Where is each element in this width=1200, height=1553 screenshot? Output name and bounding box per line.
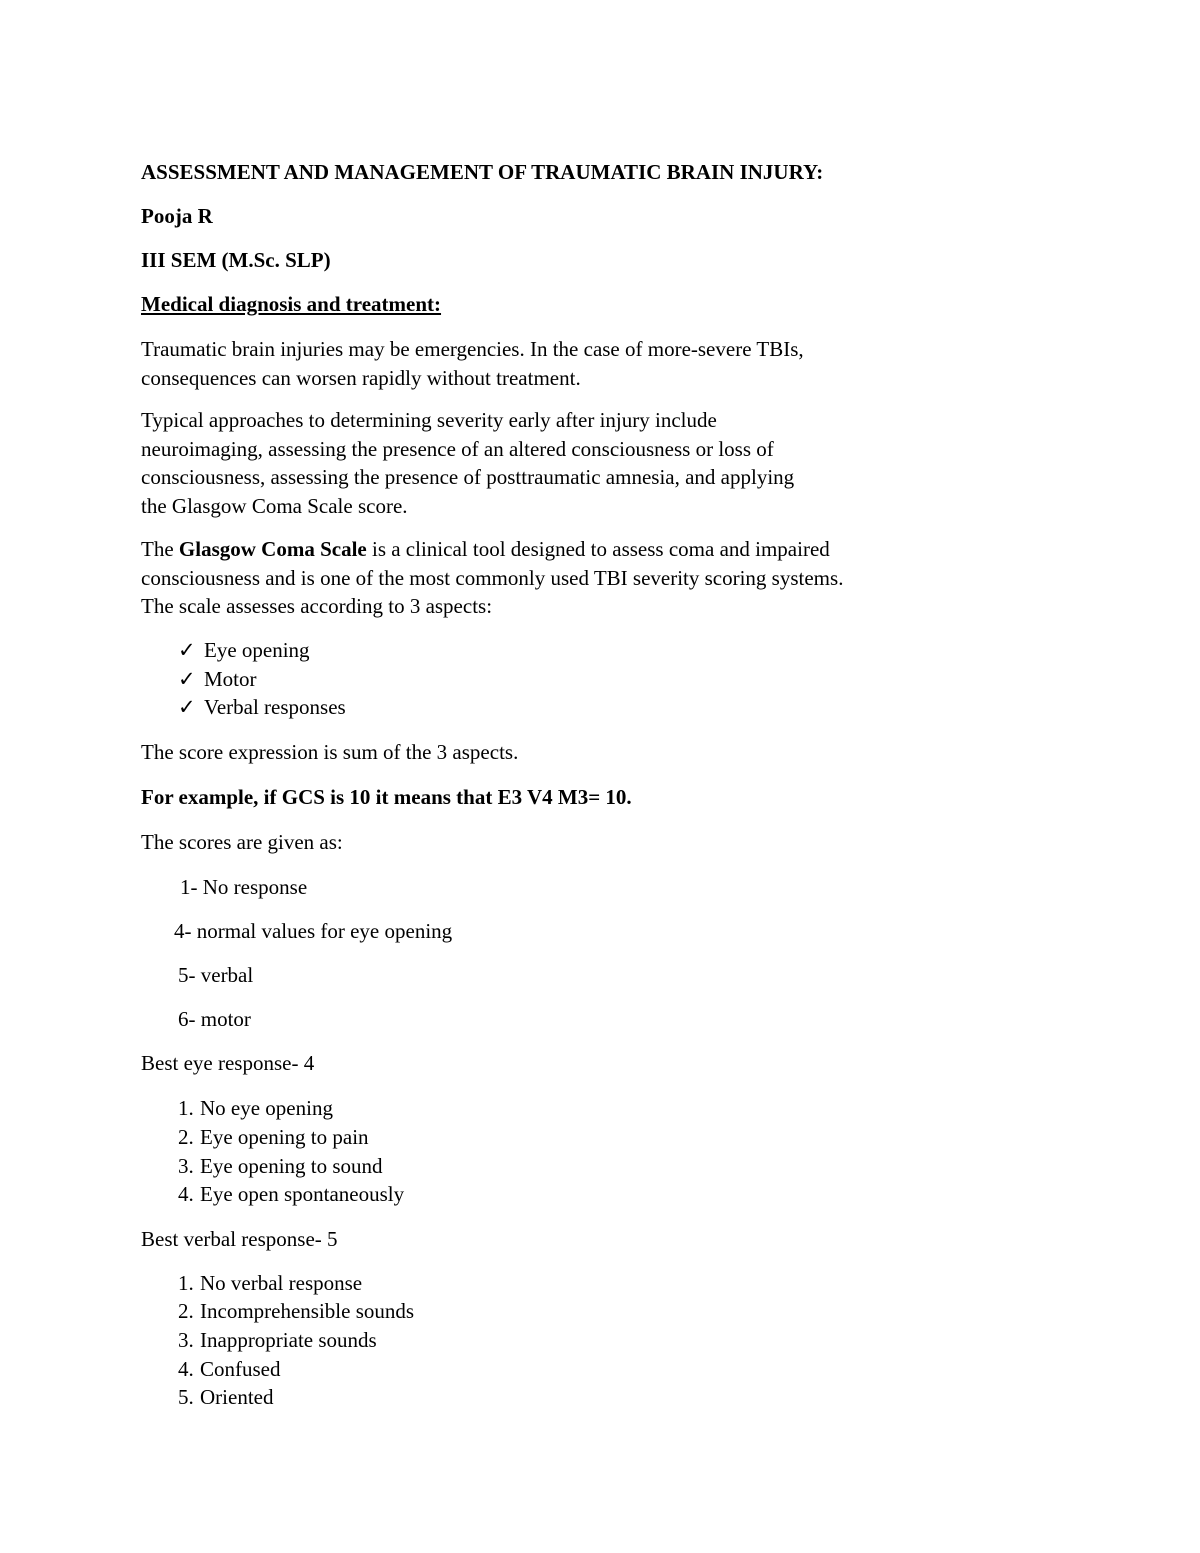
aspect-item: ✓ Verbal responses [178, 693, 346, 722]
list-item: 2. Eye opening to pain [178, 1125, 369, 1149]
list-item: 2. Incomprehensible sounds [178, 1299, 415, 1323]
paragraph-line: Traumatic brain injuries may be emergencies. In the case of more-severe TBIs, [141, 337, 804, 361]
checkmark-icon: ✓ [178, 667, 196, 691]
course-info: III SEM (M.Sc. SLP) [141, 248, 331, 272]
gcs-suffix: is a clinical tool designed to assess coma and impaired [366, 537, 830, 561]
score-expression: The score expression is sum of the 3 aspects. [141, 740, 519, 764]
score-item: 5- verbal [178, 963, 254, 987]
aspect-item: ✓ Motor [178, 665, 257, 694]
paragraph-line: the Glasgow Coma Scale score. [141, 494, 408, 518]
eye-response-heading: Best eye response- 4 [141, 1051, 315, 1075]
checkmark-icon: ✓ [178, 638, 196, 662]
list-item: 1. No verbal response [178, 1271, 363, 1295]
gcs-example: For example, if GCS is 10 it means that E3 V4 M3= 10. [141, 785, 632, 809]
paragraph-line: consciousness, assessing the presence of posttraumatic amnesia, and applying [141, 465, 795, 489]
list-item: 3. Eye opening to sound [178, 1154, 383, 1178]
score-item: 4- normal values for eye opening [174, 919, 453, 943]
paragraph-line: consequences can worsen rapidly without treatment. [141, 366, 581, 390]
list-item: 4. Confused [178, 1357, 281, 1381]
checkmark-icon: ✓ [178, 695, 196, 719]
gcs-term: Glasgow Coma Scale [178, 537, 367, 561]
document-title: ASSESSMENT AND MANAGEMENT OF TRAUMATIC BRAIN INJURY: [141, 160, 824, 184]
list-item: 4. Eye open spontaneously [178, 1182, 405, 1206]
list-item: 3. Inappropriate sounds [178, 1328, 377, 1352]
paragraph-line: consciousness and is one of the most commonly used TBI severity scoring systems. [141, 566, 844, 590]
author-name: Pooja R [141, 204, 213, 228]
paragraph-line: Typical approaches to determining severity early after injury include [141, 408, 717, 432]
list-item: 5. Oriented [178, 1385, 274, 1409]
score-item: 1- No response [180, 875, 308, 899]
gcs-prefix: The [141, 537, 179, 561]
score-item: 6- motor [178, 1007, 251, 1031]
paragraph-line [141, 535, 830, 564]
scores-intro: The scores are given as: [141, 830, 343, 854]
section-heading: Medical diagnosis and treatment: [141, 292, 442, 316]
paragraph-line: The scale assesses according to 3 aspects: [141, 594, 493, 618]
list-item: 1. No eye opening [178, 1096, 333, 1120]
verbal-response-heading: Best verbal response- 5 [141, 1227, 338, 1251]
paragraph-line: neuroimaging, assessing the presence of an altered consciousness or loss of [141, 437, 774, 461]
aspect-item: ✓ Eye opening [178, 636, 310, 665]
